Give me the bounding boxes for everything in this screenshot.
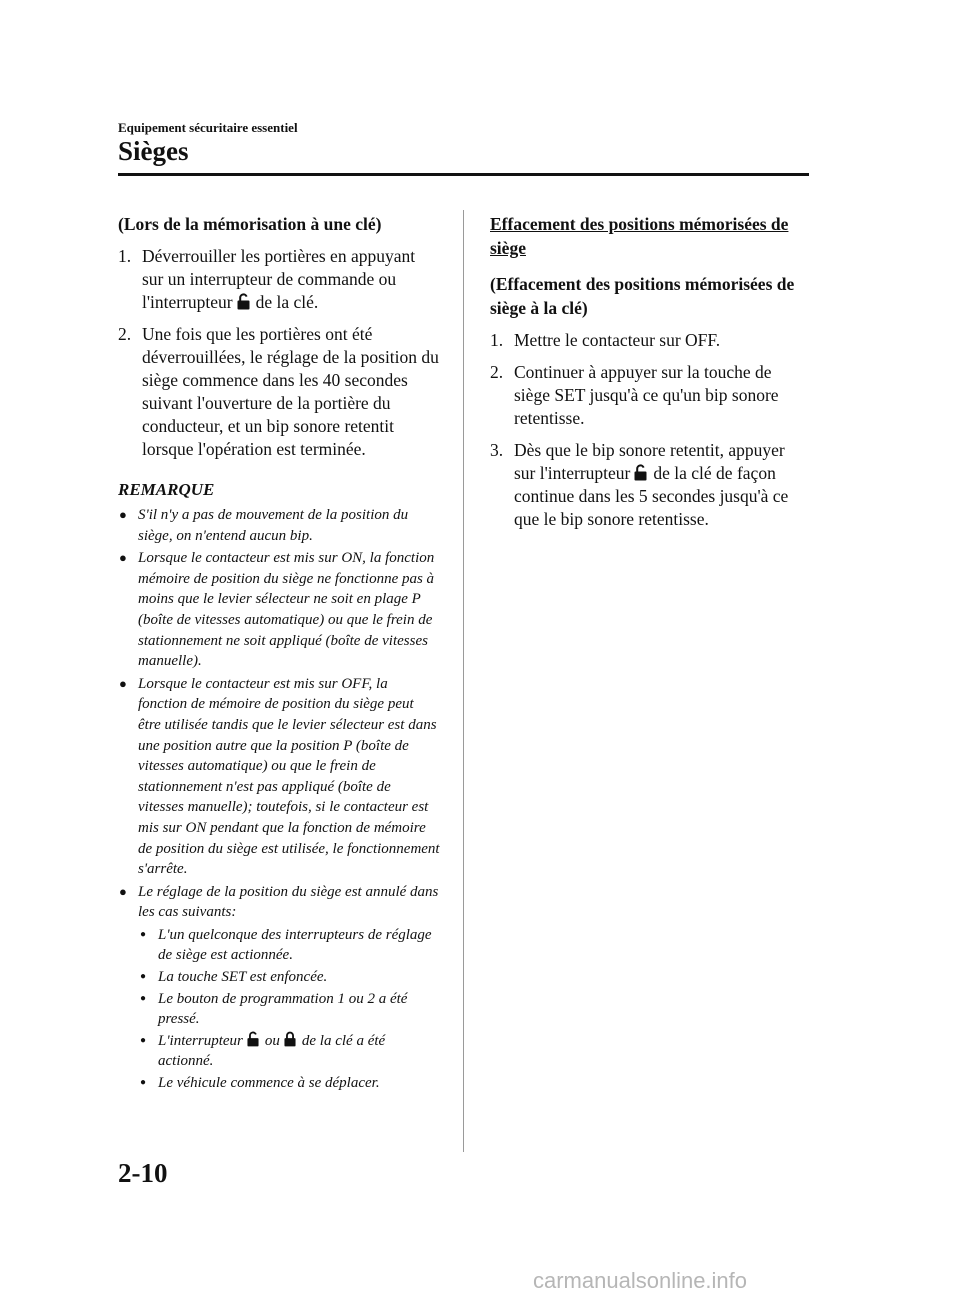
erase-heading: Effacement des positions mémorisées de siège bbox=[490, 214, 789, 258]
note-title: REMARQUE bbox=[118, 480, 215, 499]
note-item: ● Le réglage de la position du siège est annulé dans les cas suivants: bbox=[119, 883, 439, 921]
step-item: 1. Déverrouiller les portières en appuyant sur un interrupteur de commande ou l'interrupteur de la clé. bbox=[118, 246, 416, 312]
note-item: ● S'il n'y a pas de mouvement de la position du siège, on n'entend aucun bip. bbox=[119, 507, 409, 544]
left-column bbox=[118, 212, 440, 1095]
note-item: ● Lorsque le contacteur est mis sur ON, la fonction mémoire de position du siège ne fonctionne pas à moins que le levier sélecteur ne soit en plage P (boîte de vitesses automatique) ou que le frein de stationnement ne soit appliqué (boîte de vitesses manuelle). bbox=[119, 550, 435, 670]
step-item: 2. Une fois que les portières ont été déverrouillées, le réglage de la position du siège commence dans les 40 secondes suivant l'ouverture de la portière du conducteur, et un bip sonore retentit lorsque l'opération est terminée. bbox=[118, 324, 439, 459]
single-key-heading: (Lors de la mémorisation à une clé) bbox=[118, 214, 382, 234]
unlock-icon bbox=[247, 1031, 259, 1047]
sub-note-item: ● Le bouton de programmation 1 ou 2 a été pressé. bbox=[140, 990, 408, 1028]
section-label: Equipement sécuritaire essentiel bbox=[118, 120, 298, 135]
lock-icon bbox=[284, 1031, 296, 1047]
right-column bbox=[490, 212, 810, 540]
unlock-icon bbox=[237, 293, 250, 310]
step-item: 2. Continuer à appuyer sur la touche de siège SET jusqu'à ce qu'un bip sonore retentisse. bbox=[490, 362, 779, 428]
step-item: 1. Mettre le contacteur sur OFF. bbox=[490, 330, 721, 350]
watermark: carmanualsonline.info bbox=[533, 1268, 748, 1293]
title-rule bbox=[118, 173, 809, 176]
unlock-icon bbox=[634, 464, 647, 481]
sub-note-item: ● Le véhicule commence à se déplacer. bbox=[140, 1075, 380, 1092]
column-divider bbox=[463, 210, 464, 1152]
sub-note-item: ● La touche SET est enfoncée. bbox=[140, 969, 328, 986]
page-number: 2-10 bbox=[118, 1158, 168, 1188]
step-item: 3. Dès que le bip sonore retentit, appuyer sur l'interrupteur de la clé de façon continue dans les 5 secondes jusqu'à ce que le bip sonore retentisse. bbox=[490, 440, 789, 529]
page-title: Sièges bbox=[118, 136, 189, 166]
note-item: ● Lorsque le contacteur est mis sur OFF, la fonction de mémoire de position du siège peut être utilisée tandis que le levier sélecteur est dans une position autre que la position P (boîte de vitesses automatique) ou que le frein de stationnement n'est pas appliqué (boîte de vitesses manuelle); toutefois, si le contacteur est mis sur ON pendant que la fonction de mémoire de position du siège est utilisée, le fonctionnement s'arrête. bbox=[119, 675, 440, 878]
erase-subheading: (Effacement des positions mémorisées de siège à la clé) bbox=[490, 274, 795, 318]
sub-note-item: ● L'un quelconque des interrupteurs de réglage de siège est actionnée. bbox=[140, 926, 432, 964]
sub-note-item: ● L'interrupteur ou de la clé a été actionné. bbox=[140, 1032, 386, 1070]
